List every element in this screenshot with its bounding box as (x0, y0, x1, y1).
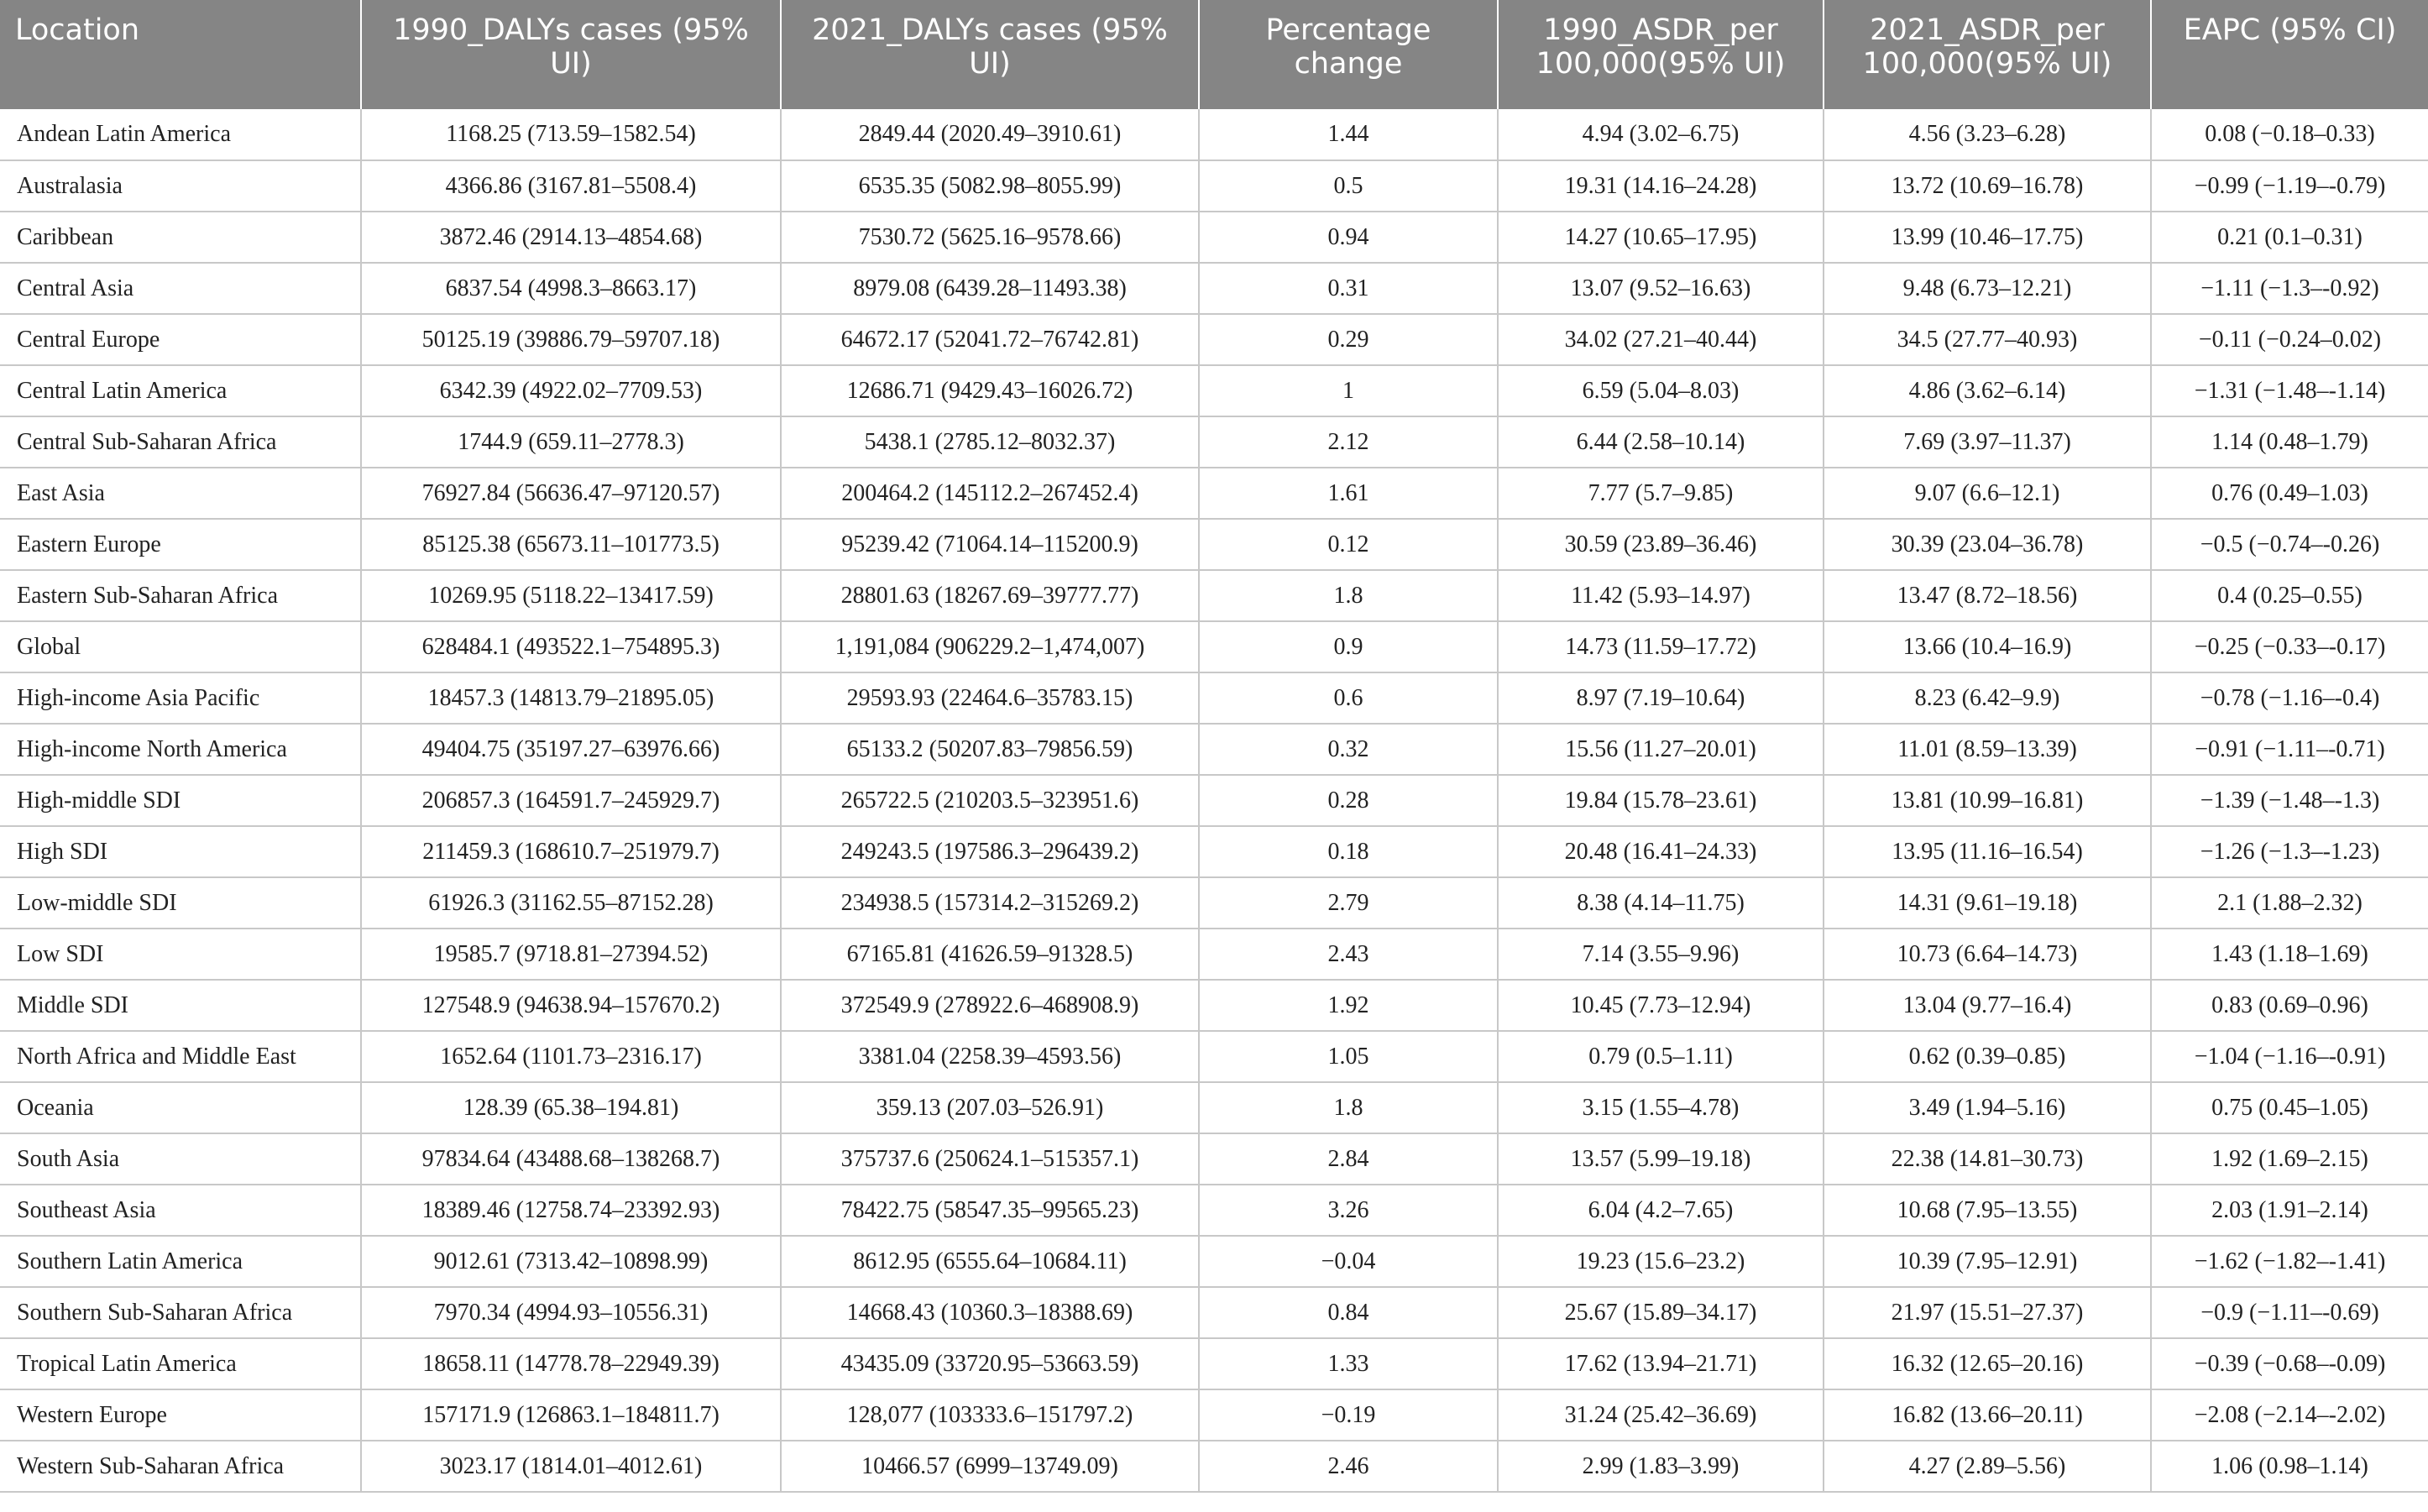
eapc-cell: −0.39 (−0.68–-0.09) (2151, 1338, 2428, 1389)
table-header (0, 0, 2428, 109)
asdr-2021-cell: 16.82 (13.66–20.11) (1824, 1389, 2151, 1441)
table-row (0, 1185, 2428, 1236)
percentage-change-cell: 0.28 (1199, 775, 1498, 826)
location-cell: Tropical Latin America (0, 1338, 361, 1389)
dalys-1990-cell: 18658.11 (14778.78–22949.39) (361, 1338, 781, 1389)
dalys-2021-cell: 12686.71 (9429.43–16026.72) (781, 365, 1199, 416)
percentage-change-cell: 0.84 (1199, 1287, 1498, 1338)
eapc-cell: −0.78 (−1.16–-0.4) (2151, 672, 2428, 724)
percentage-change-cell: 0.12 (1199, 519, 1498, 570)
dalys-2021-cell: 67165.81 (41626.59–91328.5) (781, 929, 1199, 980)
eapc-cell: −1.26 (−1.3–-1.23) (2151, 826, 2428, 877)
table-row (0, 160, 2428, 212)
eapc-cell: −1.62 (−1.82–-1.41) (2151, 1236, 2428, 1287)
percentage-change-cell: −0.04 (1199, 1236, 1498, 1287)
dalys-1990-cell: 50125.19 (39886.79–59707.18) (361, 314, 781, 365)
location-cell: Caribbean (0, 212, 361, 263)
location-cell: Eastern Europe (0, 519, 361, 570)
header-eapc: EAPC (95% CI) (2151, 0, 2428, 109)
table-row (0, 1441, 2428, 1492)
asdr-1990-cell: 7.14 (3.55–9.96) (1498, 929, 1824, 980)
location-cell: Middle SDI (0, 980, 361, 1031)
percentage-change-cell: 0.9 (1199, 621, 1498, 672)
table-row (0, 570, 2428, 621)
eapc-cell: −1.39 (−1.48–-1.3) (2151, 775, 2428, 826)
eapc-cell: 2.03 (1.91–2.14) (2151, 1185, 2428, 1236)
dalys-1990-cell: 76927.84 (56636.47–97120.57) (361, 468, 781, 519)
asdr-2021-cell: 21.97 (15.51–27.37) (1824, 1287, 2151, 1338)
table-row (0, 1031, 2428, 1082)
dalys-1990-cell: 211459.3 (168610.7–251979.7) (361, 826, 781, 877)
percentage-change-cell: 2.43 (1199, 929, 1498, 980)
dalys-1990-cell: 7970.34 (4994.93–10556.31) (361, 1287, 781, 1338)
asdr-1990-cell: 19.23 (15.6–23.2) (1498, 1236, 1824, 1287)
location-cell: Southern Sub-Saharan Africa (0, 1287, 361, 1338)
percentage-change-cell: 2.79 (1199, 877, 1498, 929)
dalys-1990-cell: 128.39 (65.38–194.81) (361, 1082, 781, 1133)
percentage-change-cell: 1.05 (1199, 1031, 1498, 1082)
dalys-1990-cell: 127548.9 (94638.94–157670.2) (361, 980, 781, 1031)
asdr-1990-cell: 8.97 (7.19–10.64) (1498, 672, 1824, 724)
dalys-1990-cell: 628484.1 (493522.1–754895.3) (361, 621, 781, 672)
location-cell: Central Europe (0, 314, 361, 365)
location-cell: Western Sub-Saharan Africa (0, 1441, 361, 1492)
location-cell: East Asia (0, 468, 361, 519)
dalys-2021-cell: 28801.63 (18267.69–39777.77) (781, 570, 1199, 621)
location-cell: High-income North America (0, 724, 361, 775)
asdr-1990-cell: 13.07 (9.52–16.63) (1498, 263, 1824, 314)
percentage-change-cell: 0.18 (1199, 826, 1498, 877)
dalys-2021-cell: 375737.6 (250624.1–515357.1) (781, 1133, 1199, 1185)
dalys-1990-cell: 1168.25 (713.59–1582.54) (361, 109, 781, 160)
asdr-1990-cell: 25.67 (15.89–34.17) (1498, 1287, 1824, 1338)
dalys-1990-cell: 49404.75 (35197.27–63976.66) (361, 724, 781, 775)
dalys-2021-cell: 65133.2 (50207.83–79856.59) (781, 724, 1199, 775)
table-body (0, 109, 2428, 1492)
percentage-change-cell: 1.33 (1199, 1338, 1498, 1389)
asdr-1990-cell: 6.04 (4.2–7.65) (1498, 1185, 1824, 1236)
location-cell: Southeast Asia (0, 1185, 361, 1236)
dalys-1990-cell: 157171.9 (126863.1–184811.7) (361, 1389, 781, 1441)
eapc-cell: 1.92 (1.69–2.15) (2151, 1133, 2428, 1185)
dalys-2021-cell: 234938.5 (157314.2–315269.2) (781, 877, 1199, 929)
asdr-1990-cell: 17.62 (13.94–21.71) (1498, 1338, 1824, 1389)
asdr-2021-cell: 7.69 (3.97–11.37) (1824, 416, 2151, 468)
header-1990-dalys: 1990_DALYs cases (95% UI) (361, 0, 781, 109)
asdr-2021-cell: 4.86 (3.62–6.14) (1824, 365, 2151, 416)
location-cell: Andean Latin America (0, 109, 361, 160)
eapc-cell: 0.76 (0.49–1.03) (2151, 468, 2428, 519)
dalys-1990-cell: 6342.39 (4922.02–7709.53) (361, 365, 781, 416)
asdr-1990-cell: 14.27 (10.65–17.95) (1498, 212, 1824, 263)
dalys-2021-cell: 7530.72 (5625.16–9578.66) (781, 212, 1199, 263)
asdr-2021-cell: 11.01 (8.59–13.39) (1824, 724, 2151, 775)
table-row (0, 1236, 2428, 1287)
percentage-change-cell: 3.26 (1199, 1185, 1498, 1236)
eapc-cell: −0.9 (−1.11–-0.69) (2151, 1287, 2428, 1338)
asdr-2021-cell: 10.68 (7.95–13.55) (1824, 1185, 2151, 1236)
table-row (0, 621, 2428, 672)
dalys-2021-cell: 78422.75 (58547.35–99565.23) (781, 1185, 1199, 1236)
table-row (0, 826, 2428, 877)
dalys-1990-cell: 3872.46 (2914.13–4854.68) (361, 212, 781, 263)
location-cell: Central Sub-Saharan Africa (0, 416, 361, 468)
asdr-1990-cell: 31.24 (25.42–36.69) (1498, 1389, 1824, 1441)
eapc-cell: −1.31 (−1.48–-1.14) (2151, 365, 2428, 416)
eapc-cell: −1.04 (−1.16–-0.91) (2151, 1031, 2428, 1082)
dalys-2021-cell: 14668.43 (10360.3–18388.69) (781, 1287, 1199, 1338)
asdr-2021-cell: 13.72 (10.69–16.78) (1824, 160, 2151, 212)
asdr-1990-cell: 30.59 (23.89–36.46) (1498, 519, 1824, 570)
percentage-change-cell: 0.31 (1199, 263, 1498, 314)
percentage-change-cell: 0.32 (1199, 724, 1498, 775)
eapc-cell: 0.21 (0.1–0.31) (2151, 212, 2428, 263)
dalys-1990-cell: 97834.64 (43488.68–138268.7) (361, 1133, 781, 1185)
dalys-2021-cell: 2849.44 (2020.49–3910.61) (781, 109, 1199, 160)
asdr-2021-cell: 8.23 (6.42–9.9) (1824, 672, 2151, 724)
asdr-2021-cell: 14.31 (9.61–19.18) (1824, 877, 2151, 929)
dalys-2021-cell: 5438.1 (2785.12–8032.37) (781, 416, 1199, 468)
eapc-cell: −0.5 (−0.74–-0.26) (2151, 519, 2428, 570)
eapc-cell: −0.11 (−0.24–0.02) (2151, 314, 2428, 365)
dalys-2021-cell: 8612.95 (6555.64–10684.11) (781, 1236, 1199, 1287)
table-row (0, 263, 2428, 314)
dalys-2021-cell: 128,077 (103333.6–151797.2) (781, 1389, 1199, 1441)
asdr-2021-cell: 10.73 (6.64–14.73) (1824, 929, 2151, 980)
percentage-change-cell: −0.19 (1199, 1389, 1498, 1441)
asdr-2021-cell: 13.99 (10.46–17.75) (1824, 212, 2151, 263)
percentage-change-cell: 1 (1199, 365, 1498, 416)
asdr-1990-cell: 19.31 (14.16–24.28) (1498, 160, 1824, 212)
asdr-2021-cell: 4.56 (3.23–6.28) (1824, 109, 2151, 160)
percentage-change-cell: 0.94 (1199, 212, 1498, 263)
asdr-1990-cell: 15.56 (11.27–20.01) (1498, 724, 1824, 775)
asdr-1990-cell: 20.48 (16.41–24.33) (1498, 826, 1824, 877)
eapc-cell: 0.83 (0.69–0.96) (2151, 980, 2428, 1031)
eapc-cell: −0.99 (−1.19–-0.79) (2151, 160, 2428, 212)
location-cell: Southern Latin America (0, 1236, 361, 1287)
eapc-cell: 1.43 (1.18–1.69) (2151, 929, 2428, 980)
location-cell: Australasia (0, 160, 361, 212)
dalys-1990-cell: 18389.46 (12758.74–23392.93) (361, 1185, 781, 1236)
eapc-cell: 0.4 (0.25–0.55) (2151, 570, 2428, 621)
eapc-cell: 0.08 (−0.18–0.33) (2151, 109, 2428, 160)
location-cell: Central Latin America (0, 365, 361, 416)
asdr-2021-cell: 13.66 (10.4–16.9) (1824, 621, 2151, 672)
table-row (0, 365, 2428, 416)
dalys-1990-cell: 4366.86 (3167.81–5508.4) (361, 160, 781, 212)
location-cell: North Africa and Middle East (0, 1031, 361, 1082)
header-location: Location (0, 0, 361, 109)
dalys-2021-cell: 6535.35 (5082.98–8055.99) (781, 160, 1199, 212)
dalys-1990-cell: 61926.3 (31162.55–87152.28) (361, 877, 781, 929)
asdr-2021-cell: 4.27 (2.89–5.56) (1824, 1441, 2151, 1492)
asdr-1990-cell: 19.84 (15.78–23.61) (1498, 775, 1824, 826)
location-cell: South Asia (0, 1133, 361, 1185)
table-row (0, 877, 2428, 929)
asdr-2021-cell: 9.07 (6.6–12.1) (1824, 468, 2151, 519)
asdr-1990-cell: 0.79 (0.5–1.11) (1498, 1031, 1824, 1082)
table-row (0, 109, 2428, 160)
asdr-1990-cell: 8.38 (4.14–11.75) (1498, 877, 1824, 929)
asdr-1990-cell: 6.59 (5.04–8.03) (1498, 365, 1824, 416)
percentage-change-cell: 1.61 (1199, 468, 1498, 519)
dalys-1990-cell: 1652.64 (1101.73–2316.17) (361, 1031, 781, 1082)
asdr-2021-cell: 30.39 (23.04–36.78) (1824, 519, 2151, 570)
table-row (0, 1338, 2428, 1389)
dalys-1990-cell: 85125.38 (65673.11–101773.5) (361, 519, 781, 570)
table-row (0, 468, 2428, 519)
location-cell: Low SDI (0, 929, 361, 980)
eapc-cell: −0.91 (−1.11–-0.71) (2151, 724, 2428, 775)
eapc-cell: 1.06 (0.98–1.14) (2151, 1441, 2428, 1492)
dalys-1990-cell: 10269.95 (5118.22–13417.59) (361, 570, 781, 621)
dalys-2021-cell: 200464.2 (145112.2–267452.4) (781, 468, 1199, 519)
percentage-change-cell: 2.12 (1199, 416, 1498, 468)
dalys-2021-cell: 29593.93 (22464.6–35783.15) (781, 672, 1199, 724)
dalys-2021-cell: 95239.42 (71064.14–115200.9) (781, 519, 1199, 570)
table-row (0, 314, 2428, 365)
dalys-2021-cell: 265722.5 (210203.5–323951.6) (781, 775, 1199, 826)
asdr-2021-cell: 13.81 (10.99–16.81) (1824, 775, 2151, 826)
percentage-change-cell: 2.84 (1199, 1133, 1498, 1185)
table-row (0, 1389, 2428, 1441)
dalys-2021-cell: 372549.9 (278922.6–468908.9) (781, 980, 1199, 1031)
asdr-2021-cell: 13.95 (11.16–16.54) (1824, 826, 2151, 877)
asdr-1990-cell: 3.15 (1.55–4.78) (1498, 1082, 1824, 1133)
dalys-2021-cell: 359.13 (207.03–526.91) (781, 1082, 1199, 1133)
eapc-cell: 0.75 (0.45–1.05) (2151, 1082, 2428, 1133)
location-cell: Central Asia (0, 263, 361, 314)
asdr-2021-cell: 3.49 (1.94–5.16) (1824, 1082, 2151, 1133)
percentage-change-cell: 1.8 (1199, 1082, 1498, 1133)
dalys-1990-cell: 3023.17 (1814.01–4012.61) (361, 1441, 781, 1492)
dalys-2021-cell: 249243.5 (197586.3–296439.2) (781, 826, 1199, 877)
dalys-2021-cell: 10466.57 (6999–13749.09) (781, 1441, 1199, 1492)
percentage-change-cell: 1.44 (1199, 109, 1498, 160)
asdr-2021-cell: 13.47 (8.72–18.56) (1824, 570, 2151, 621)
dalys-1990-cell: 9012.61 (7313.42–10898.99) (361, 1236, 781, 1287)
percentage-change-cell: 1.92 (1199, 980, 1498, 1031)
header-2021-asdr: 2021_ASDR_per 100,000(95% UI) (1824, 0, 2151, 109)
dalys-2021-cell: 3381.04 (2258.39–4593.56) (781, 1031, 1199, 1082)
location-cell: High-income Asia Pacific (0, 672, 361, 724)
header-2021-dalys: 2021_DALYs cases (95% UI) (781, 0, 1199, 109)
asdr-1990-cell: 14.73 (11.59–17.72) (1498, 621, 1824, 672)
header-percentage-change: Percentage change (1199, 0, 1498, 109)
location-cell: Global (0, 621, 361, 672)
asdr-1990-cell: 10.45 (7.73–12.94) (1498, 980, 1824, 1031)
asdr-1990-cell: 7.77 (5.7–9.85) (1498, 468, 1824, 519)
asdr-1990-cell: 4.94 (3.02–6.75) (1498, 109, 1824, 160)
dalys-2021-cell: 1,191,084 (906229.2–1,474,007) (781, 621, 1199, 672)
asdr-2021-cell: 34.5 (27.77–40.93) (1824, 314, 2151, 365)
table-row (0, 416, 2428, 468)
location-cell: High-middle SDI (0, 775, 361, 826)
eapc-cell: −2.08 (−2.14–-2.02) (2151, 1389, 2428, 1441)
asdr-2021-cell: 0.62 (0.39–0.85) (1824, 1031, 2151, 1082)
table-row (0, 929, 2428, 980)
dalys-1990-cell: 206857.3 (164591.7–245929.7) (361, 775, 781, 826)
asdr-1990-cell: 13.57 (5.99–19.18) (1498, 1133, 1824, 1185)
asdr-2021-cell: 16.32 (12.65–20.16) (1824, 1338, 2151, 1389)
table-row (0, 672, 2428, 724)
asdr-2021-cell: 10.39 (7.95–12.91) (1824, 1236, 2151, 1287)
asdr-1990-cell: 11.42 (5.93–14.97) (1498, 570, 1824, 621)
header-row (0, 0, 2428, 109)
table-row (0, 212, 2428, 263)
asdr-1990-cell: 2.99 (1.83–3.99) (1498, 1441, 1824, 1492)
dalys-1990-cell: 1744.9 (659.11–2778.3) (361, 416, 781, 468)
eapc-cell: 1.14 (0.48–1.79) (2151, 416, 2428, 468)
header-1990-asdr: 1990_ASDR_per 100,000(95% UI) (1498, 0, 1824, 109)
percentage-change-cell: 0.29 (1199, 314, 1498, 365)
location-cell: Oceania (0, 1082, 361, 1133)
percentage-change-cell: 2.46 (1199, 1441, 1498, 1492)
table-row (0, 980, 2428, 1031)
percentage-change-cell: 1.8 (1199, 570, 1498, 621)
asdr-2021-cell: 13.04 (9.77–16.4) (1824, 980, 2151, 1031)
table-row (0, 1133, 2428, 1185)
table-row (0, 1082, 2428, 1133)
dalys-1990-cell: 18457.3 (14813.79–21895.05) (361, 672, 781, 724)
table-row (0, 519, 2428, 570)
percentage-change-cell: 0.5 (1199, 160, 1498, 212)
asdr-1990-cell: 6.44 (2.58–10.14) (1498, 416, 1824, 468)
eapc-cell: −0.25 (−0.33–-0.17) (2151, 621, 2428, 672)
eapc-cell: 2.1 (1.88–2.32) (2151, 877, 2428, 929)
dalys-2021-cell: 43435.09 (33720.95–53663.59) (781, 1338, 1199, 1389)
table-row (0, 1287, 2428, 1338)
asdr-2021-cell: 9.48 (6.73–12.21) (1824, 263, 2151, 314)
asdr-2021-cell: 22.38 (14.81–30.73) (1824, 1133, 2151, 1185)
percentage-change-cell: 0.6 (1199, 672, 1498, 724)
table-row (0, 724, 2428, 775)
location-cell: Low-middle SDI (0, 877, 361, 929)
asdr-1990-cell: 34.02 (27.21–40.44) (1498, 314, 1824, 365)
dalys-2021-cell: 64672.17 (52041.72–76742.81) (781, 314, 1199, 365)
dalys-1990-cell: 6837.54 (4998.3–8663.17) (361, 263, 781, 314)
dalys-1990-cell: 19585.7 (9718.81–27394.52) (361, 929, 781, 980)
location-cell: Eastern Sub-Saharan Africa (0, 570, 361, 621)
eapc-cell: −1.11 (−1.3–-0.92) (2151, 263, 2428, 314)
location-cell: Western Europe (0, 1389, 361, 1441)
location-cell: High SDI (0, 826, 361, 877)
dalys-2021-cell: 8979.08 (6439.28–11493.38) (781, 263, 1199, 314)
table-row (0, 775, 2428, 826)
